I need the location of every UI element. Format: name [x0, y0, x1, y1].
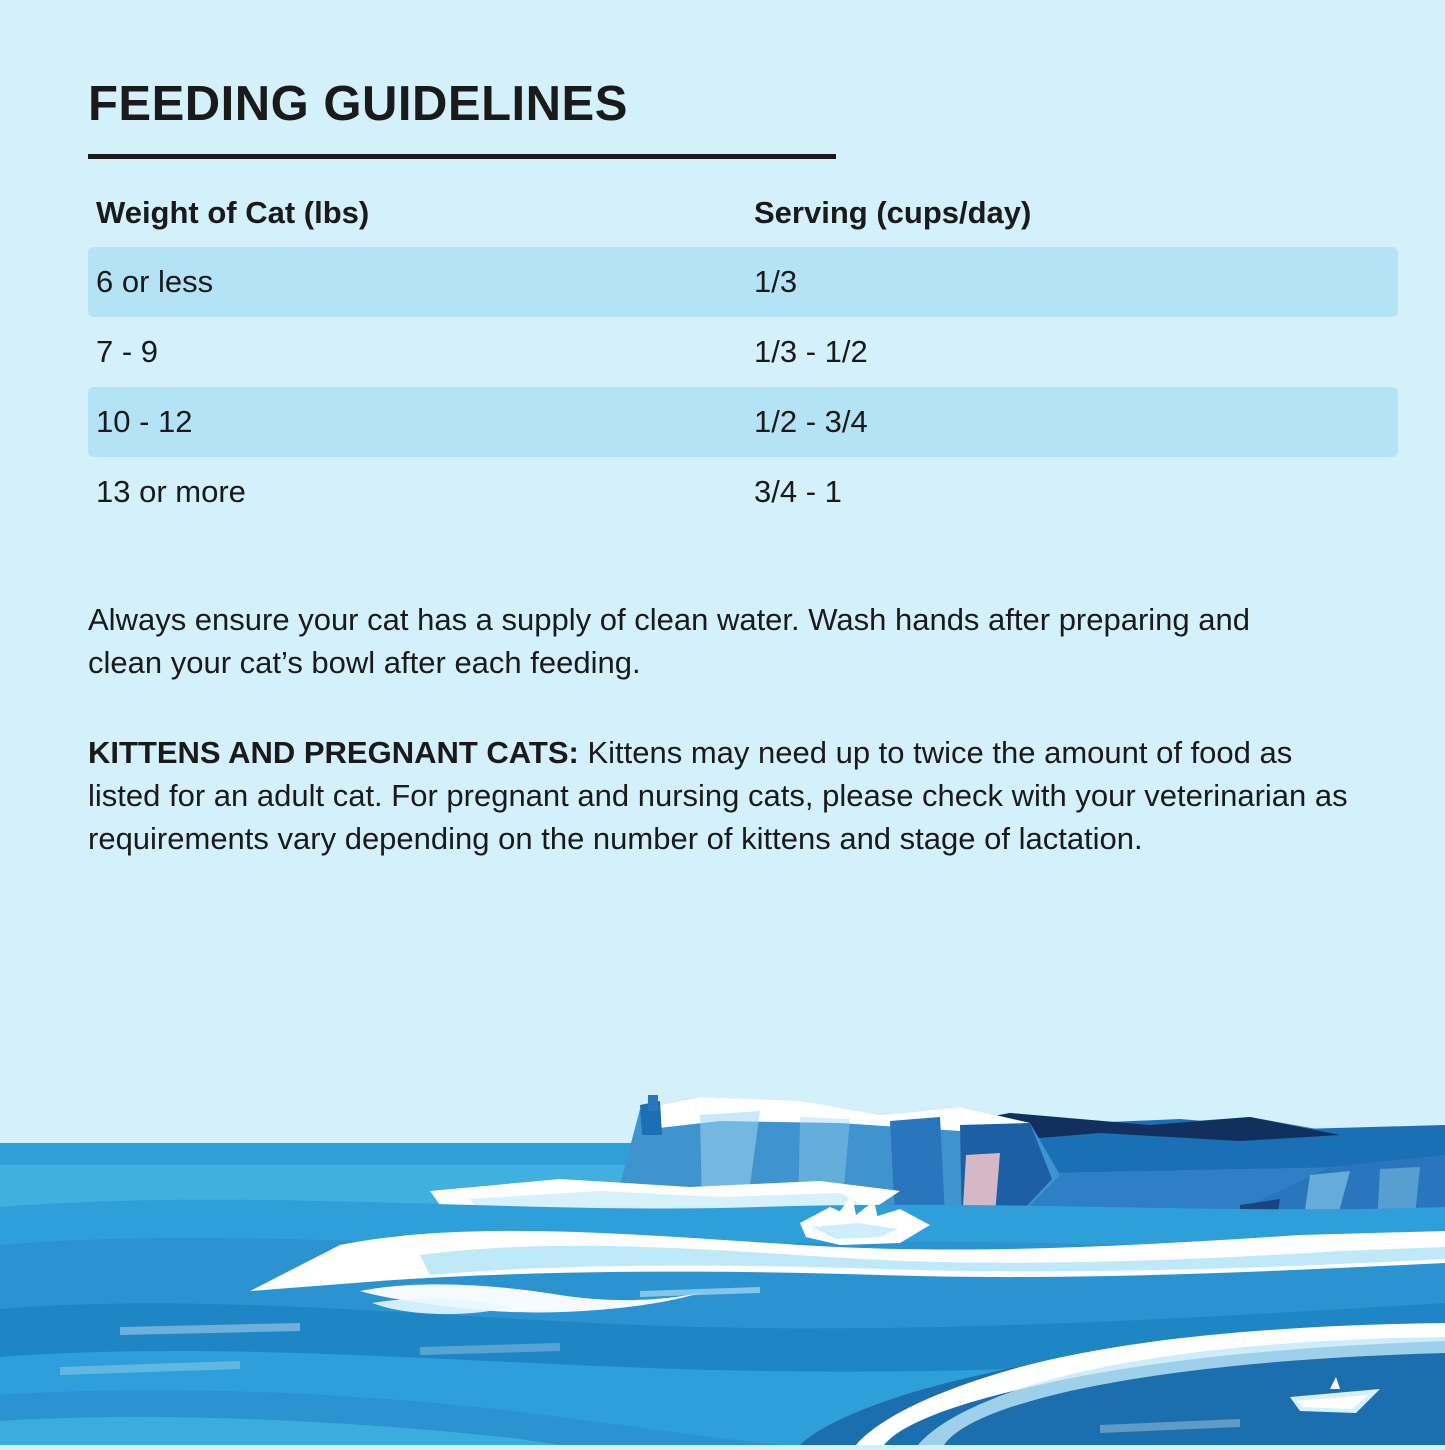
column-header-serving: Serving (cups/day)	[754, 194, 1032, 230]
cell-serving: 1/3 - 1/2	[754, 333, 868, 369]
table-row	[88, 247, 1398, 317]
water-note: Always ensure your cat has a supply of clean water. Wash hands after preparing and clean your cat’s bowl after each feeding.	[88, 601, 1251, 680]
cell-weight: 7 - 9	[96, 333, 159, 369]
table-row	[88, 457, 1398, 527]
column-header-weight: Weight of Cat (lbs)	[96, 194, 370, 230]
table-row	[88, 387, 1398, 457]
kittens-note	[88, 732, 1368, 860]
feeding-guidelines-block	[88, 78, 1398, 861]
cell-weight: 6 or less	[88, 247, 754, 317]
cell-weight: 10 - 12	[88, 387, 754, 457]
kittens-note-text: Kittens may need up to twice the amount of food as listed for an adult cat. For pregnant and nursing cats, please check with your veterinarian as requirements vary depending on the number of kittens and stage of lactation.	[88, 735, 1348, 856]
title-underline	[88, 154, 836, 159]
cell-serving: 3/4 - 1	[754, 473, 842, 509]
kittens-note-label: KITTENS AND PREGNANT CATS:	[88, 735, 579, 771]
coastal-cliffs-ocean-illustration	[0, 1095, 1445, 1445]
cell-serving: 1/3	[754, 247, 1398, 317]
table-header-row	[88, 181, 1398, 247]
feeding-guidelines-table	[88, 181, 1398, 527]
table-row	[88, 317, 1398, 387]
cell-weight: 13 or more	[96, 473, 246, 509]
cell-serving: 1/2 - 3/4	[754, 387, 1398, 457]
page-title: FEEDING GUIDELINES	[88, 77, 628, 131]
